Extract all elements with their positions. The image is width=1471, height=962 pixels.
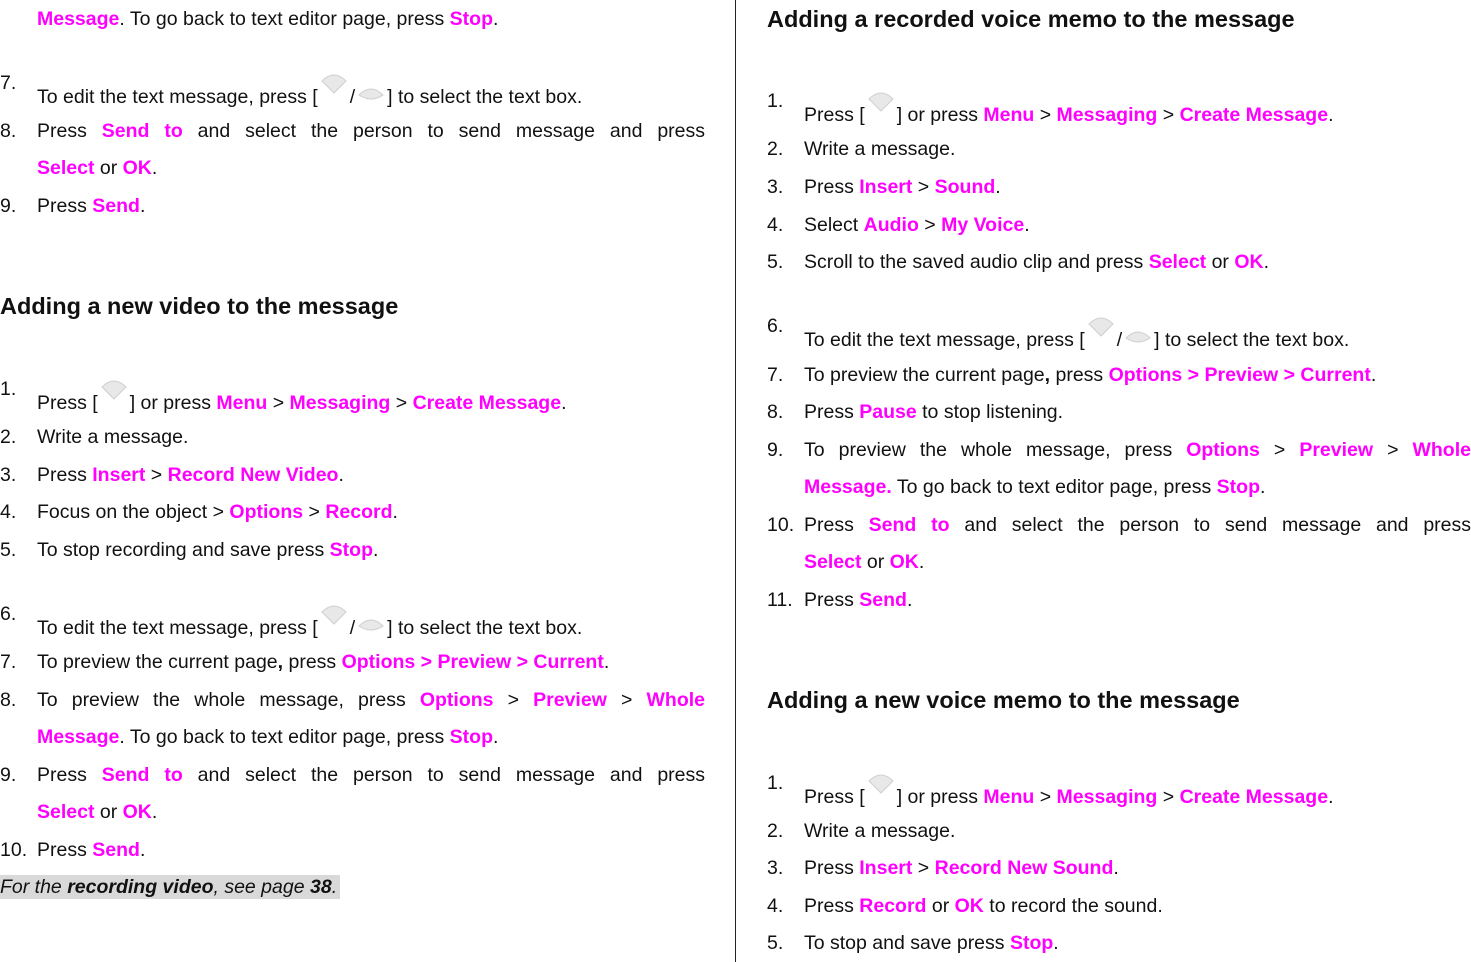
nav-down-key-icon — [355, 602, 387, 640]
nav-up-key-icon — [318, 602, 350, 640]
nav-up-key-icon — [1085, 314, 1117, 352]
nav-down-key-icon — [1122, 314, 1154, 352]
section-heading-new-video: Adding a new video to the message — [0, 293, 399, 319]
column-divider — [735, 0, 736, 962]
section-heading-recorded-voice: Adding a recorded voice memo to the message — [767, 6, 1295, 32]
right-column: Adding a recorded voice memo to the message 1. Press [ ] or press Menu > Messaging > Create Message. 2. Write a message. 3. Press Insert > Sound. 4. Select Audio > My Voice. 5. Scroll to the saved audio clip and press Select or OK. 6. To edit the text message, press [ / ] to select the text box. 7. To preview the current page, press Options > Preview > Current. 8. Press Pause to stop listening. 9. To preview the whole message, press Options > Preview > Whole Message. To go back to text editor page, press Stop. 10. Press Send to and select the person to send message and press Select or OK. 11. Press Send. Adding a new voice memo to the message 1. Press [ ] or press Menu > Messaging > Create Message. 2. Write a message. 3. Press Insert > Record New Sound. 4. Press Record or OK to record the sound. 5. To stop and save press Stop. — [767, 6, 1471, 954]
section-heading-new-voice: Adding a new voice memo to the message — [767, 687, 1240, 713]
recording-video-note: For the recording video, see page 38. — [0, 875, 340, 899]
nav-down-key-icon — [355, 71, 387, 109]
left-column: Message. To go back to text editor page, press Stop. 7. To edit the text message, press [ / ] to select the text box. 8. Press Send to and select the person to send message and press Select or OK. 9. Press Send. Adding a new video to the message 1. Press [ ] or press Menu > Messaging > Create Message. 2. Write a message. 3. Press Insert > Record New Video. 4. Focus on the object > Options > Record. 5. To stop recording and save press Stop. 6. To edit the text message, press [ / ] to select the text box. 7. To preview the current page, press Options > Preview > Current. 8. To preview the whole message, press Options > Preview > Whole Message. To go back to text editor page, press Stop. 9. Press Send to and select the person to send message and press Select or OK. 10. Press Send. For the recording video, see page 38. — [0, 8, 706, 898]
menu-key-icon — [865, 89, 897, 127]
menu-key-icon — [98, 377, 130, 415]
menu-key-icon — [865, 771, 897, 809]
nav-up-key-icon — [318, 71, 350, 109]
